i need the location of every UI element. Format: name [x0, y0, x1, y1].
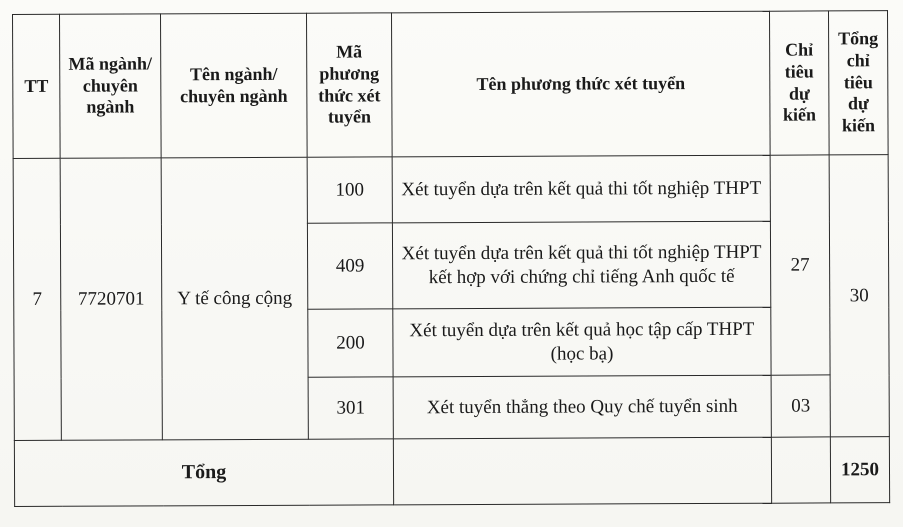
total-label: Tổng — [14, 439, 393, 507]
cell-major-name: Y tế công cộng — [161, 157, 308, 440]
total-empty-cell — [393, 437, 771, 505]
header-method-code: Mã phương thức xét tuyển — [306, 13, 392, 157]
grand-total: 1250 — [830, 437, 889, 503]
header-tt: TT — [13, 14, 61, 158]
admission-quota-table — [12, 10, 890, 507]
header-major-code: Mã ngành/ chuyên ngành — [60, 14, 162, 158]
total-empty-cell — [771, 437, 830, 503]
header-row — [13, 11, 889, 159]
cell-quota-group: 27 — [770, 155, 830, 375]
total-row — [14, 437, 889, 507]
cell-method-name: Xét tuyển dựa trên kết quả thi tốt nghiệp THPT — [392, 155, 770, 223]
cell-method-code: 301 — [308, 377, 393, 439]
cell-major-code: 7720701 — [60, 158, 162, 440]
cell-total-quota: 30 — [829, 155, 889, 437]
header-major-name: Tên ngành/ chuyên ngành — [161, 13, 308, 158]
cell-method-name: Xét tuyển dựa trên kết quả học tập cấp THPT (học bạ) — [393, 307, 771, 377]
cell-method-name: Xét tuyển thẳng theo Quy chế tuyển sinh — [393, 375, 771, 439]
header-method-name: Tên phương thức xét tuyển — [391, 11, 770, 157]
cell-method-code: 200 — [308, 309, 393, 377]
cell-method-code: 100 — [307, 157, 392, 223]
cell-tt: 7 — [13, 158, 61, 440]
header-total-quota: Tổng chỉ tiêu dự kiến — [828, 11, 888, 155]
header-quota: Chỉ tiêu dự kiến — [769, 11, 829, 155]
cell-quota-direct: 03 — [771, 375, 830, 437]
table-row — [13, 155, 888, 225]
cell-method-code: 409 — [307, 223, 392, 309]
cell-method-name: Xét tuyển dựa trên kết quả thi tốt nghiệp THPT kết hợp với chứng chỉ tiếng Anh quốc tế — [392, 221, 770, 309]
